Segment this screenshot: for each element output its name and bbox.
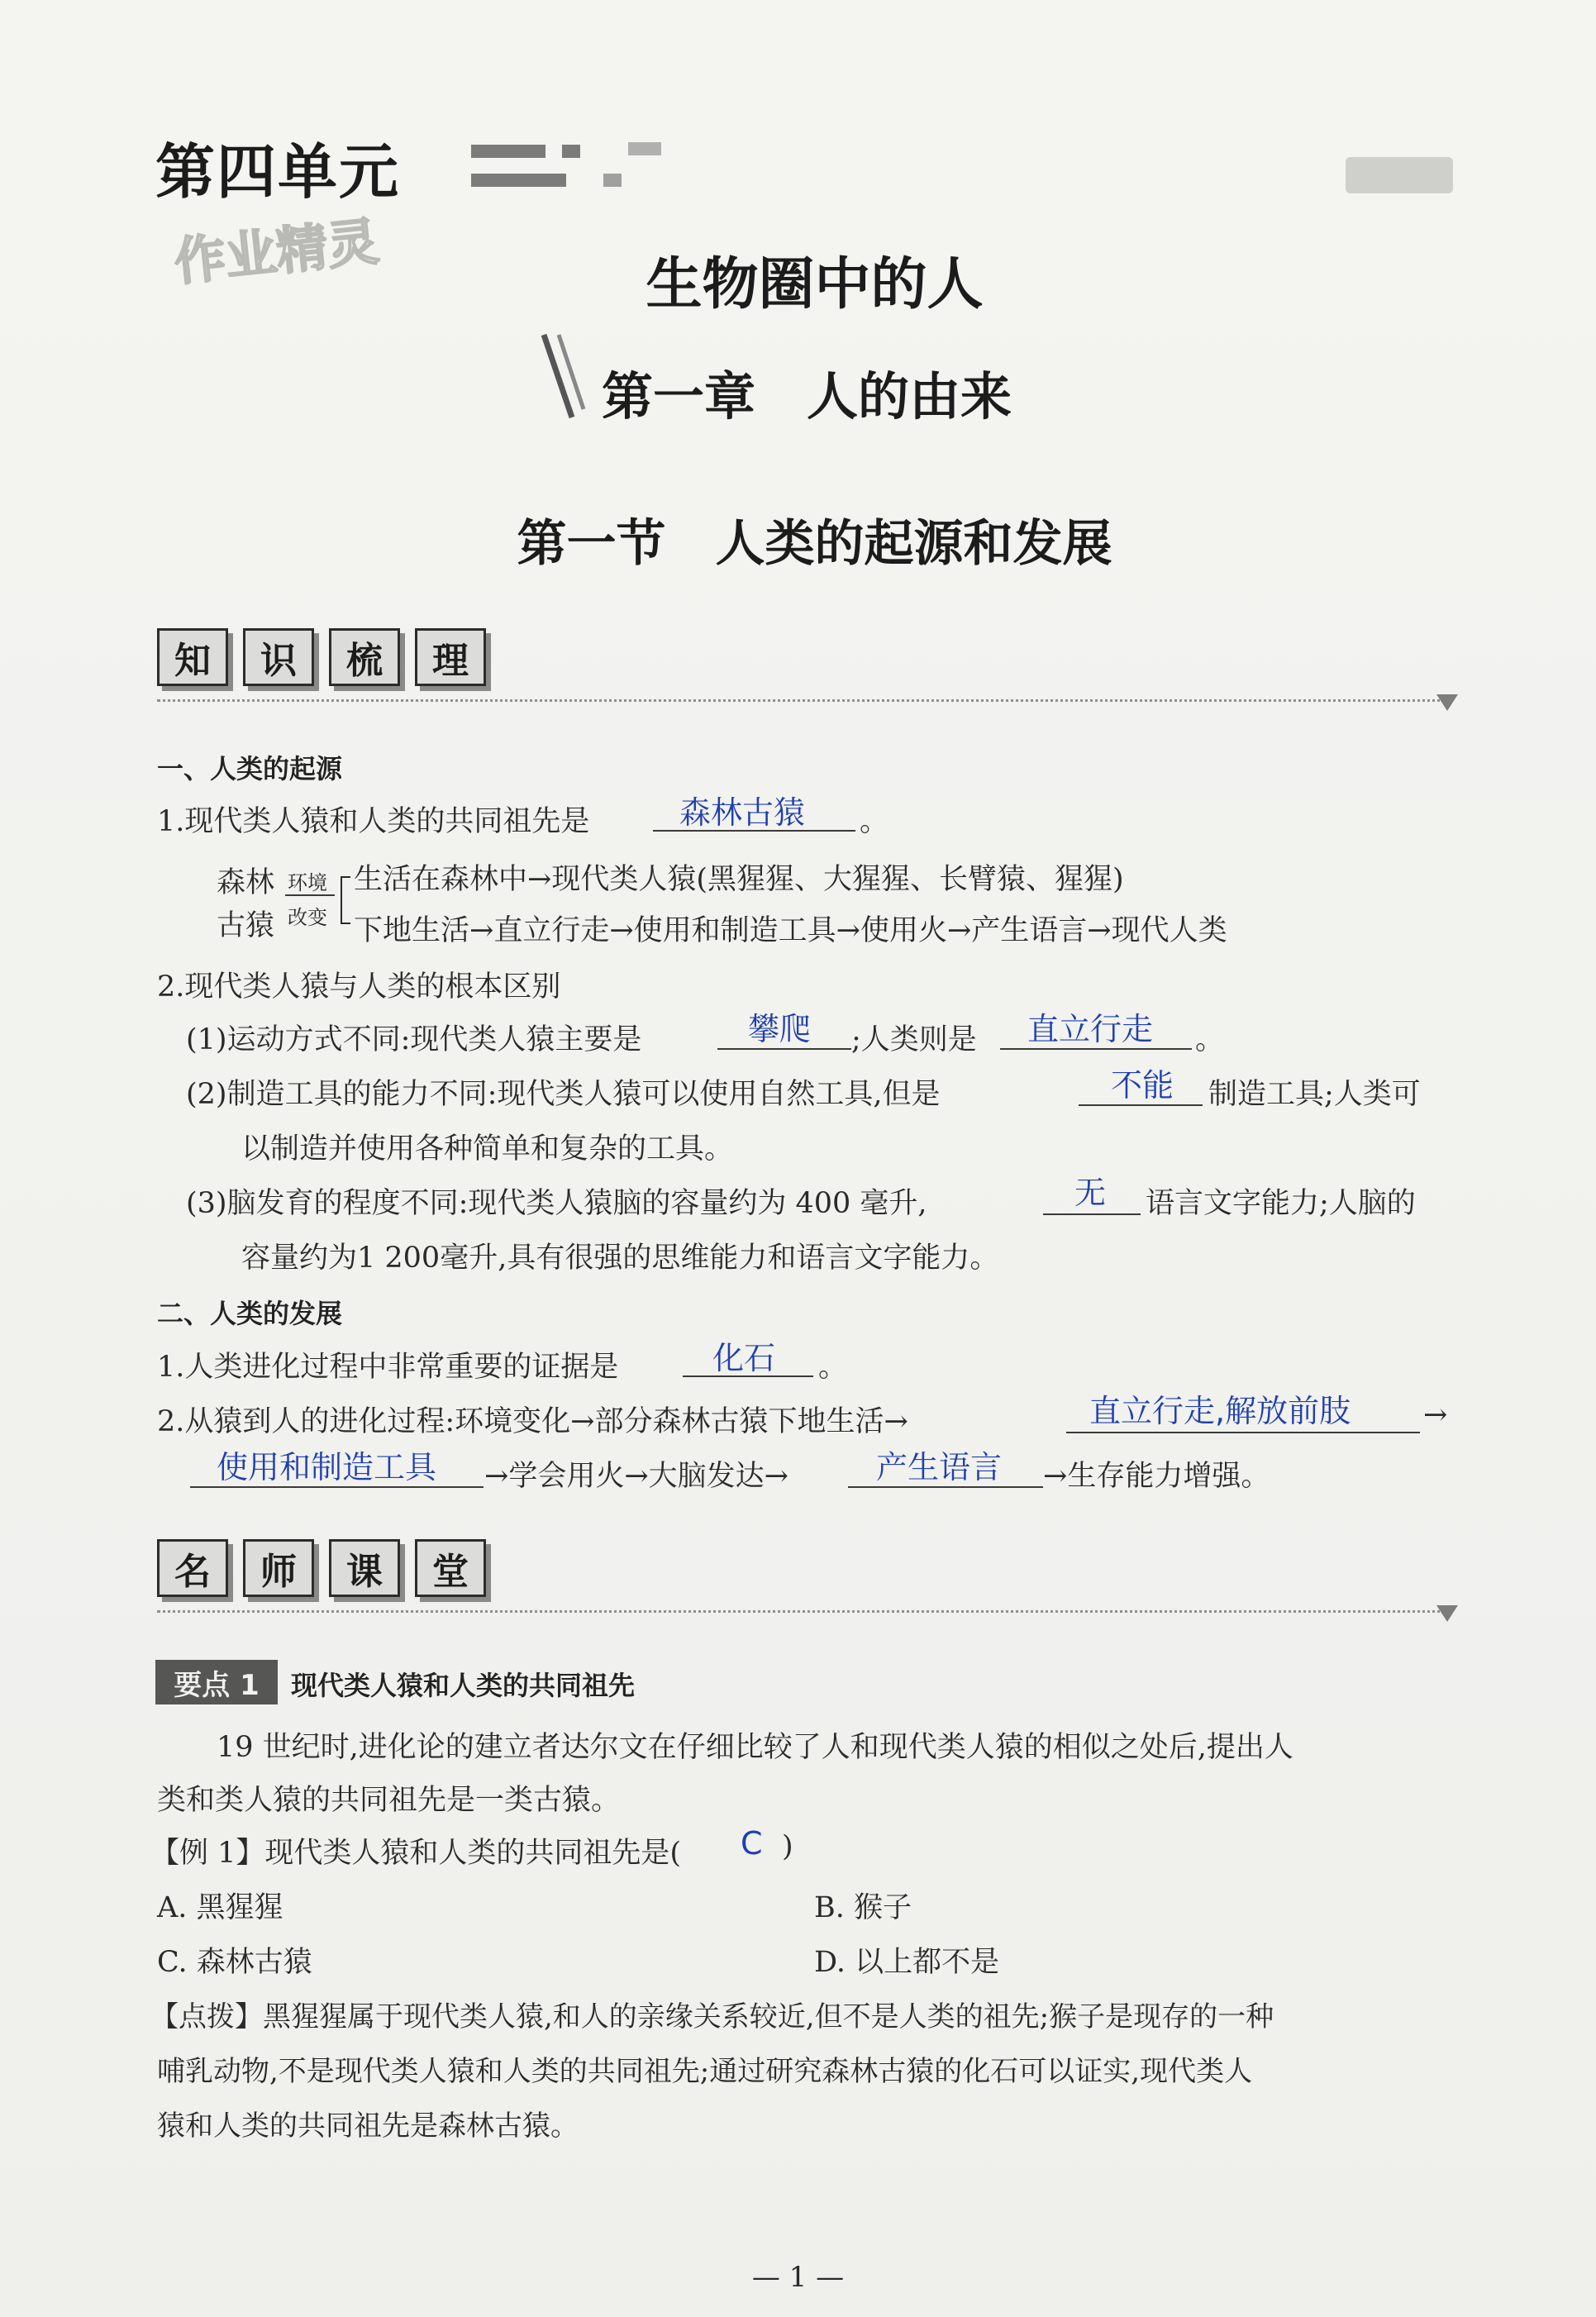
answer-underline xyxy=(1043,1213,1141,1215)
diagram-branch: 下地生活→直立行走→使用和制造工具→使用火→产生语言→现代人类 xyxy=(354,914,1227,947)
hint-line: 猿和人类的共同祖先是森林古猿。 xyxy=(157,2110,579,2143)
watermark-logo: 作业精灵 xyxy=(171,211,382,293)
banner-char: 师 xyxy=(243,1539,314,1597)
paragraph-line: 19 世纪时,进化论的建立者达尔文在仔细比较了人和现代类人猿的相似之处后,提出人 xyxy=(217,1731,1293,1764)
question-text: → xyxy=(1423,1399,1448,1432)
answer-underline xyxy=(653,830,855,832)
answer-text: 直立行走 xyxy=(1027,1011,1154,1047)
question-text: (1)运动方式不同:现代类人猿主要是 xyxy=(186,1023,642,1056)
answer-underline xyxy=(1079,1104,1203,1106)
question-text: 2.从猿到人的进化过程:环境变化→部分森林古猿下地生活→ xyxy=(157,1405,908,1438)
hint-line: 【点拨】黑猩猩属于现代类人猿,和人的亲缘关系较近,但不是人类的祖先;猴子是现存的一种 xyxy=(150,2000,1274,2033)
diagram-arrow-label: 环境 xyxy=(288,871,327,894)
chapter-title: 第一章 人的由来 xyxy=(602,366,1012,427)
question-text: 以制造并使用各种简单和复杂的工具。 xyxy=(241,1132,734,1166)
section-heading: 二、人类的发展 xyxy=(157,1298,343,1329)
diagram-arrow-label: 改变 xyxy=(288,906,327,929)
option-c: C. 森林古猿 xyxy=(157,1946,312,1979)
chapter-slash-icon xyxy=(537,327,587,426)
banner-char: 名 xyxy=(157,1539,228,1597)
answer-text: 化石 xyxy=(712,1340,776,1376)
banner-char: 课 xyxy=(329,1539,400,1597)
answer-text: 不能 xyxy=(1111,1067,1174,1104)
example-question: ) xyxy=(782,1830,793,1863)
diagram-label: 古猿 xyxy=(217,909,275,942)
triangle-icon xyxy=(1436,1605,1458,1622)
banner-char: 理 xyxy=(415,628,486,686)
diagram-bracket xyxy=(341,876,350,924)
page-number: — 1 — xyxy=(751,2261,845,2294)
answer-underline xyxy=(190,1486,484,1488)
triangle-icon xyxy=(1436,694,1458,711)
question-text: →学会用火→大脑发达→ xyxy=(484,1460,788,1493)
question-text: 。 xyxy=(1195,1023,1225,1056)
divider xyxy=(157,1610,1446,1613)
answer-underline xyxy=(683,1375,813,1377)
question-text: 。 xyxy=(818,1351,848,1384)
question-text: 1.现代类人猿和人类的共同祖先是 xyxy=(157,805,590,838)
banner-char: 识 xyxy=(243,628,314,686)
corner-decoration xyxy=(1346,157,1453,193)
answer-underline xyxy=(717,1048,851,1050)
class-banner xyxy=(157,1539,486,1597)
banner-char: 堂 xyxy=(415,1539,486,1597)
question-text: 制造工具;人类可 xyxy=(1208,1078,1421,1111)
keypoint-tag: 要点 1 xyxy=(155,1660,278,1704)
part-title: 生物圈中的人 xyxy=(646,252,984,317)
paragraph-line: 类和类人猿的共同祖先是一类古猿。 xyxy=(157,1784,621,1817)
answer-text: 产生语言 xyxy=(876,1449,1003,1485)
unit-title: 第四单元 xyxy=(155,137,401,207)
answer-text: 无 xyxy=(1074,1175,1107,1211)
banner-char: 知 xyxy=(157,628,228,686)
question-text: 语言文字能力;人脑的 xyxy=(1146,1187,1416,1220)
hint-line: 哺乳动物,不是现代类人猿和人类的共同祖先;通过研究森林古猿的化石可以证实,现代类人 xyxy=(157,2055,1253,2088)
answer-underline xyxy=(1066,1432,1420,1433)
option-b: B. 猴子 xyxy=(814,1891,912,1924)
question-text: (3)脑发育的程度不同:现代类人猿脑的容量约为 400 毫升, xyxy=(186,1187,927,1220)
question-text: (2)制造工具的能力不同:现代类人猿可以使用自然工具,但是 xyxy=(186,1078,941,1111)
example-question: 【例 1】现代类人猿和人类的共同祖先是( xyxy=(150,1837,682,1870)
banner-char: 梳 xyxy=(329,628,400,686)
answer-underline xyxy=(1000,1048,1192,1050)
section-heading: 一、人类的起源 xyxy=(157,753,343,784)
answer-text: 攀爬 xyxy=(748,1011,812,1047)
diagram-arrow xyxy=(285,894,335,896)
question-text: 2.现代类人猿与人类的根本区别 xyxy=(157,970,561,1004)
answer-underline xyxy=(848,1486,1043,1488)
question-text: ;人类则是 xyxy=(851,1023,977,1056)
option-a: A. 黑猩猩 xyxy=(157,1891,283,1924)
knowledge-banner xyxy=(157,628,486,686)
answer-text: 直立行走,解放前肢 xyxy=(1089,1393,1351,1429)
question-text: 容量约为1 200毫升,具有很强的思维能力和语言文字能力。 xyxy=(241,1242,999,1275)
divider xyxy=(157,699,1446,702)
question-text: 1.人类进化过程中非常重要的证据是 xyxy=(157,1351,619,1384)
diagram-label: 森林 xyxy=(217,866,275,899)
option-d: D. 以上都不是 xyxy=(814,1946,1000,1979)
keypoint-title: 现代类人猿和人类的共同祖先 xyxy=(291,1670,636,1701)
answer-text: 森林古猿 xyxy=(679,794,806,831)
answer-text: C xyxy=(741,1825,763,1862)
question-text: 。 xyxy=(860,805,889,838)
question-text: →生存能力增强。 xyxy=(1043,1460,1270,1493)
diagram-branch: 生活在森林中→现代类人猿(黑猩猩、大猩猩、长臂猿、猩猩) xyxy=(354,863,1124,896)
section-title: 第一节 人类的起源和发展 xyxy=(517,515,1112,573)
answer-text: 使用和制造工具 xyxy=(217,1449,437,1485)
